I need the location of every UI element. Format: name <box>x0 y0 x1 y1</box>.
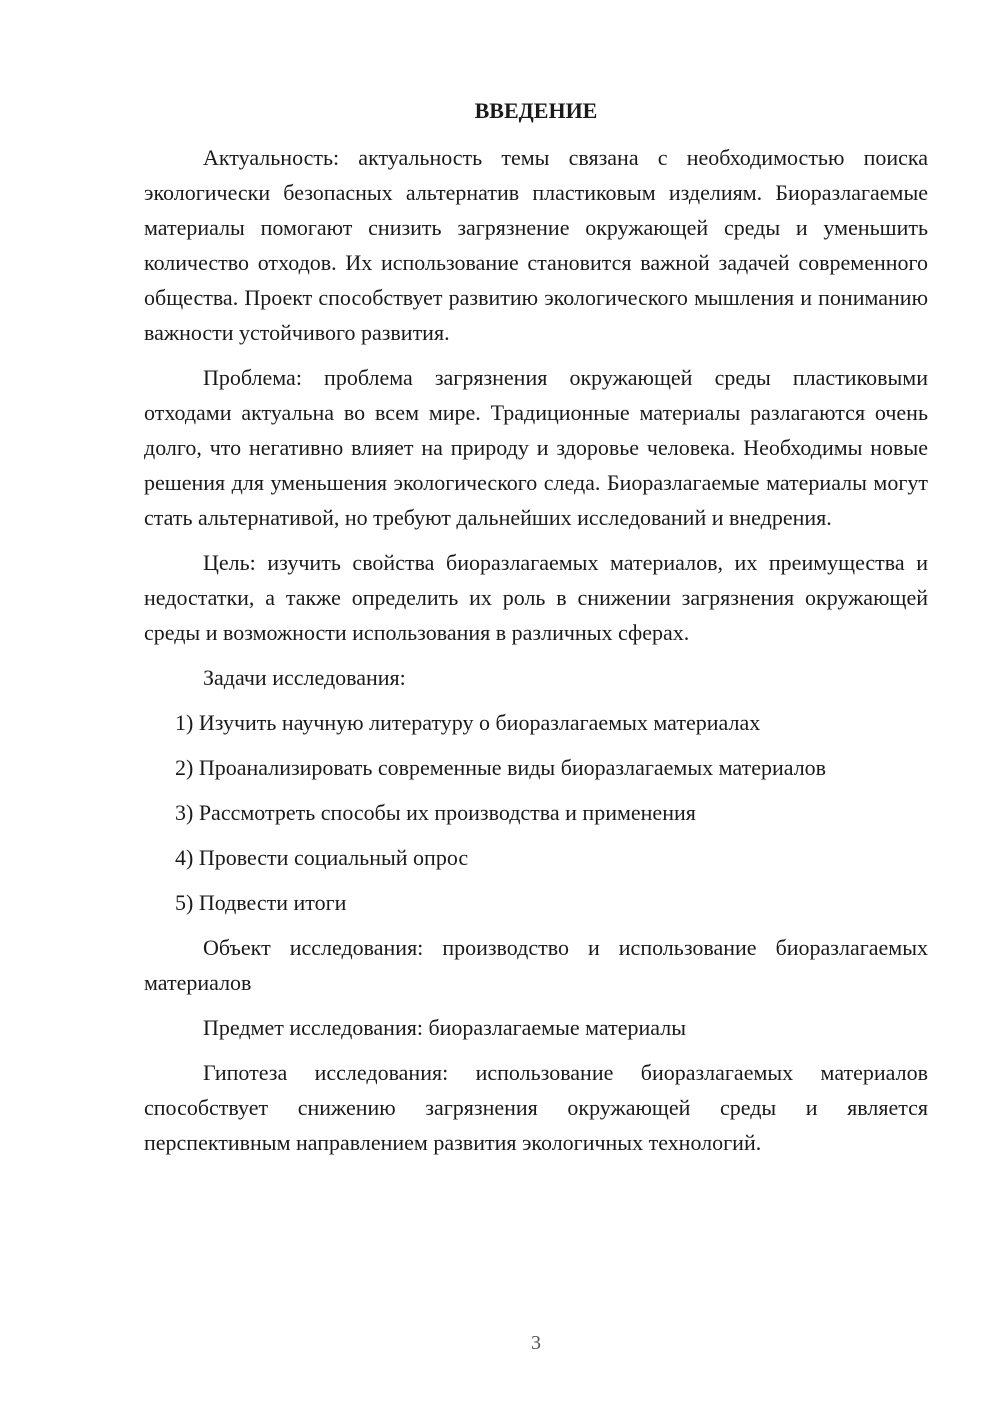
page-number: 3 <box>531 1332 541 1354</box>
task-item: 2) Проанализировать современные виды биоразлагаемых материалов <box>175 755 827 780</box>
page-content <box>144 96 928 1170</box>
page-heading: ВВЕДЕНИЕ <box>474 98 598 123</box>
task-item: 4) Провести социальный опрос <box>175 845 469 870</box>
task-item: 1) Изучить научную литературу о биоразлагаемых материалах <box>175 710 761 735</box>
goal-paragraph: Цель: изучить свойства биоразлагаемых материалов, их преимущества и недостатки, а также определить их роль в снижении загрязнения окружающей среды и возможности использования в различных сферах. <box>144 550 928 645</box>
task-item: 3) Рассмотреть способы их производства и применения <box>175 800 696 825</box>
subject-paragraph: Предмет исследования: биоразлагаемые материалы <box>203 1015 686 1040</box>
tasks-list <box>144 705 928 920</box>
problem-paragraph: Проблема: проблема загрязнения окружающей среды пластиковыми отходами актуальна во всем мире. Традиционные материалы разлагаются очень долго, что негативно влияет на природу и здоровье человека. Необходимы новые решения для уменьшения экологического следа. Биоразлагаемые материалы могут стать альтернативой, но требуют дальнейших исследований и внедрения. <box>144 365 928 530</box>
relevance-paragraph: Актуальность: актуальность темы связана с необходимостью поиска экологически безопасных альтернатив пластиковым изделиям. Биоразлагаемые материалы помогают снизить загрязнение окружающей среды и уменьшить количество отходов. Их использование становится важной задачей современного общества. Проект способствует развитию экологического мышления и пониманию важности устойчивого развития. <box>144 145 928 345</box>
tasks-intro: Задачи исследования: <box>203 665 406 690</box>
task-item: 5) Подвести итоги <box>175 890 347 915</box>
hypothesis-paragraph: Гипотеза исследования: использование биоразлагаемых материалов способствует снижению загрязнения окружающей среды и является перспективным направлением развития экологичных технологий. <box>144 1060 928 1155</box>
object-paragraph: Объект исследования: производство и использование биоразлагаемых материалов <box>144 935 928 995</box>
